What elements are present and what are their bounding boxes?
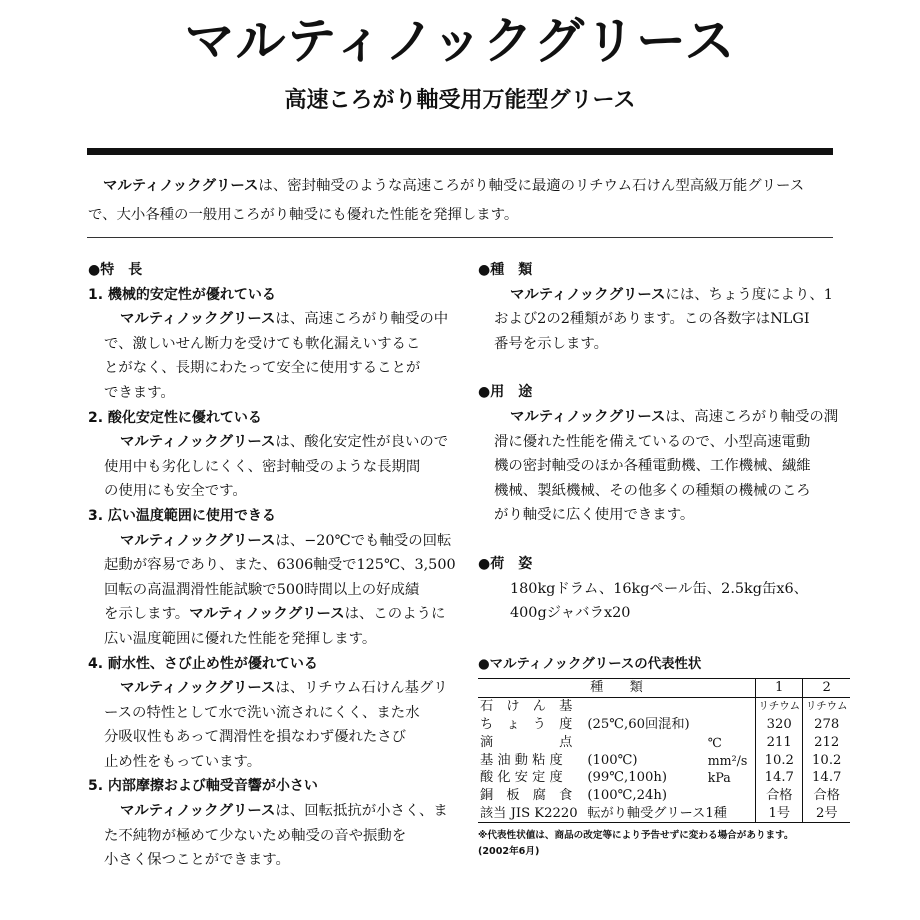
table-header-row: [478, 679, 850, 698]
feature-text: 広い温度範囲に優れた性能を発揮します。: [104, 630, 377, 647]
property-name: 銅 板 腐 食: [480, 788, 573, 804]
uses-text: は、高速ころがり軸受の潤: [665, 408, 839, 425]
table-row: [478, 787, 850, 805]
uses-text: 機の密封軸受のほか各種電動機、工作機械、繊維: [494, 458, 811, 475]
brand-name: マルティノックグリース: [510, 408, 666, 425]
property-name: ち ょ う 度: [480, 716, 573, 732]
brand-name: マルティノックグリース: [120, 434, 276, 451]
property-value-2: 278: [803, 716, 850, 734]
property-value-2: リチウム: [803, 697, 850, 715]
types-section: [478, 258, 840, 356]
feature-item-4: [88, 652, 448, 775]
intro-brand: マルティノックグリース: [103, 178, 259, 194]
property-value-1: リチウム: [756, 697, 803, 715]
property-value-2: 2号: [803, 805, 850, 823]
feature-heading: 3. 広い温度範囲に使用できる: [88, 507, 276, 524]
property-value-1: 10.2: [756, 751, 803, 769]
feature-item-5: [88, 774, 448, 872]
property-value-2: 合格: [803, 787, 850, 805]
uses-section: [478, 380, 840, 528]
feature-text: は、このように: [344, 606, 446, 623]
top-divider: [87, 148, 833, 155]
property-value-2: 10.2: [803, 751, 850, 769]
property-unit: [706, 716, 756, 734]
property-condition: (100℃,24h): [587, 788, 668, 804]
feature-text: ースの特性として水で洗い流されにくく、また水: [104, 704, 420, 721]
feature-text: は、酸化安定性が良いので: [275, 434, 449, 451]
brand-name: マルティノックグリース: [189, 606, 345, 623]
property-condition: [585, 697, 705, 715]
packaging-text: 180kgドラム、16kgペール缶、2.5kg缶x6、: [510, 580, 809, 597]
feature-text: た不純物が極めて少ないため軸受の音や振動を: [104, 827, 407, 844]
property-name: 該当 JIS K2220: [478, 805, 585, 823]
feature-text: を示します。: [104, 606, 190, 623]
types-text: および2の2種類があります。この各数字はNLGI: [494, 311, 810, 328]
intro-paragraph: [88, 172, 836, 230]
types-heading: ●種 類: [478, 262, 533, 278]
table-row: [478, 769, 850, 787]
property-unit: ℃: [707, 734, 722, 750]
feature-text: 起動が容易であり、また、6306軸受で125℃、3,500: [104, 557, 456, 574]
uses-heading: ●用 途: [478, 384, 533, 401]
note-date: (2002年6月): [478, 846, 540, 857]
property-unit: kPa: [707, 770, 731, 786]
intro-line2: で、大小各種の一般用ころがり軸受にも優れた性能を発揮します。: [88, 207, 519, 223]
page-subtitle: 高速ころがり軸受用万能型グリース: [284, 88, 636, 113]
table-row: [478, 805, 850, 823]
feature-text: 使用中も劣化しにくく、密封軸受のような長期間: [104, 458, 421, 475]
uses-text: 滑に優れた性能を備えているので、小型高速電動: [494, 433, 811, 450]
brand-name: マルティノックグリース: [510, 286, 666, 303]
brand-name: マルティノックグリース: [120, 311, 276, 328]
table-header-grade-2: 2: [803, 679, 850, 698]
property-condition: (99℃,100h): [587, 770, 668, 786]
feature-item-1: [88, 283, 448, 406]
property-value-1: 14.7: [756, 769, 803, 787]
features-heading: ●特 長: [88, 262, 143, 278]
feature-text: は、回転抵抗が小さく、ま: [275, 803, 448, 820]
features-section: [88, 258, 456, 873]
feature-text: は、リチウム石けん基グリ: [275, 680, 448, 697]
feature-text: 止め性をもっています。: [104, 753, 262, 770]
property-unit: [706, 697, 756, 715]
feature-heading: 4. 耐水性、さび止め性が優れている: [88, 655, 318, 672]
brand-name: マルティノックグリース: [120, 532, 276, 549]
property-condition: [585, 733, 705, 751]
property-unit: mm²/s: [707, 752, 748, 768]
brand-name: マルティノックグリース: [120, 803, 276, 820]
property-value-1: 320: [756, 716, 803, 734]
property-condition: (100℃): [587, 752, 638, 768]
feature-text: は、−20℃でも軸受の回転: [275, 532, 452, 549]
page-title: マルティノックグリース: [184, 12, 736, 70]
packaging-text: 400gジャバラx20: [510, 605, 631, 622]
packaging-heading: ●荷 姿: [478, 555, 533, 572]
feature-heading: 1. 機械的安定性が優れている: [88, 286, 276, 303]
table-row: [478, 751, 850, 769]
property-unit: [706, 787, 756, 805]
property-condition: 転がり軸受グリース1種: [585, 805, 755, 823]
types-text: には、ちょう度により、1: [665, 286, 833, 303]
property-condition: (25℃,60回混和): [587, 716, 690, 732]
properties-table: [478, 678, 850, 823]
property-value-2: 212: [803, 733, 850, 751]
property-name: 酸 化 安 定 度: [480, 770, 563, 786]
feature-item-2: [88, 406, 448, 504]
uses-text: 機械、製紙機械、その他多くの種類の機械のころ: [494, 482, 811, 499]
feature-text: の使用にも安全です。: [104, 483, 247, 500]
property-name: 基 油 動 粘 度: [480, 752, 563, 768]
feature-item-3: [88, 504, 456, 652]
table-row: [478, 716, 850, 734]
types-text: 番号を示します。: [494, 335, 608, 352]
brand-name: マルティノックグリース: [120, 680, 276, 697]
properties-note: [478, 827, 858, 859]
property-name: 滴 点: [480, 734, 573, 750]
uses-text: がり軸受に広く使用できます。: [494, 507, 695, 524]
table-row: [478, 697, 850, 715]
section-divider: [87, 237, 833, 238]
table-header-kind: 種 類: [478, 679, 756, 698]
feature-text: は、高速ころがり軸受の中: [275, 311, 449, 328]
feature-heading: 2. 酸化安定性に優れている: [88, 409, 262, 426]
feature-text: 小さく保つことができます。: [104, 852, 290, 869]
feature-text: とがなく、長期にわたって安全に使用することが: [104, 360, 421, 377]
feature-text: 分吸収性もあって潤滑性を損なわず優れたさび: [104, 729, 407, 746]
property-value-1: 1号: [756, 805, 803, 823]
feature-text: 回転の高温潤滑性能試験で500時間以上の好成績: [104, 581, 420, 598]
intro-line1: は、密封軸受のような高速ころがり軸受に最適のリチウム石けん型高級万能グリース: [258, 178, 805, 194]
property-value-1: 合格: [756, 787, 803, 805]
feature-heading: 5. 内部摩擦および軸受音響が小さい: [88, 778, 318, 795]
table-header-grade-1: 1: [756, 679, 803, 698]
property-value-1: 211: [756, 733, 803, 751]
note-text: ※代表性状値は、商品の改定等により予告せずに変わる場合があります。: [478, 830, 794, 841]
right-column: [478, 258, 840, 626]
property-name: 石 け ん 基: [480, 699, 573, 715]
property-value-2: 14.7: [803, 769, 850, 787]
table-row: [478, 733, 850, 751]
feature-text: で、激しいせん断力を受けても軟化漏えいするこ: [104, 335, 421, 352]
feature-text: できます。: [104, 384, 175, 401]
packaging-section: [478, 552, 840, 626]
properties-heading: ●マルティノックグリースの代表性状: [478, 657, 702, 672]
